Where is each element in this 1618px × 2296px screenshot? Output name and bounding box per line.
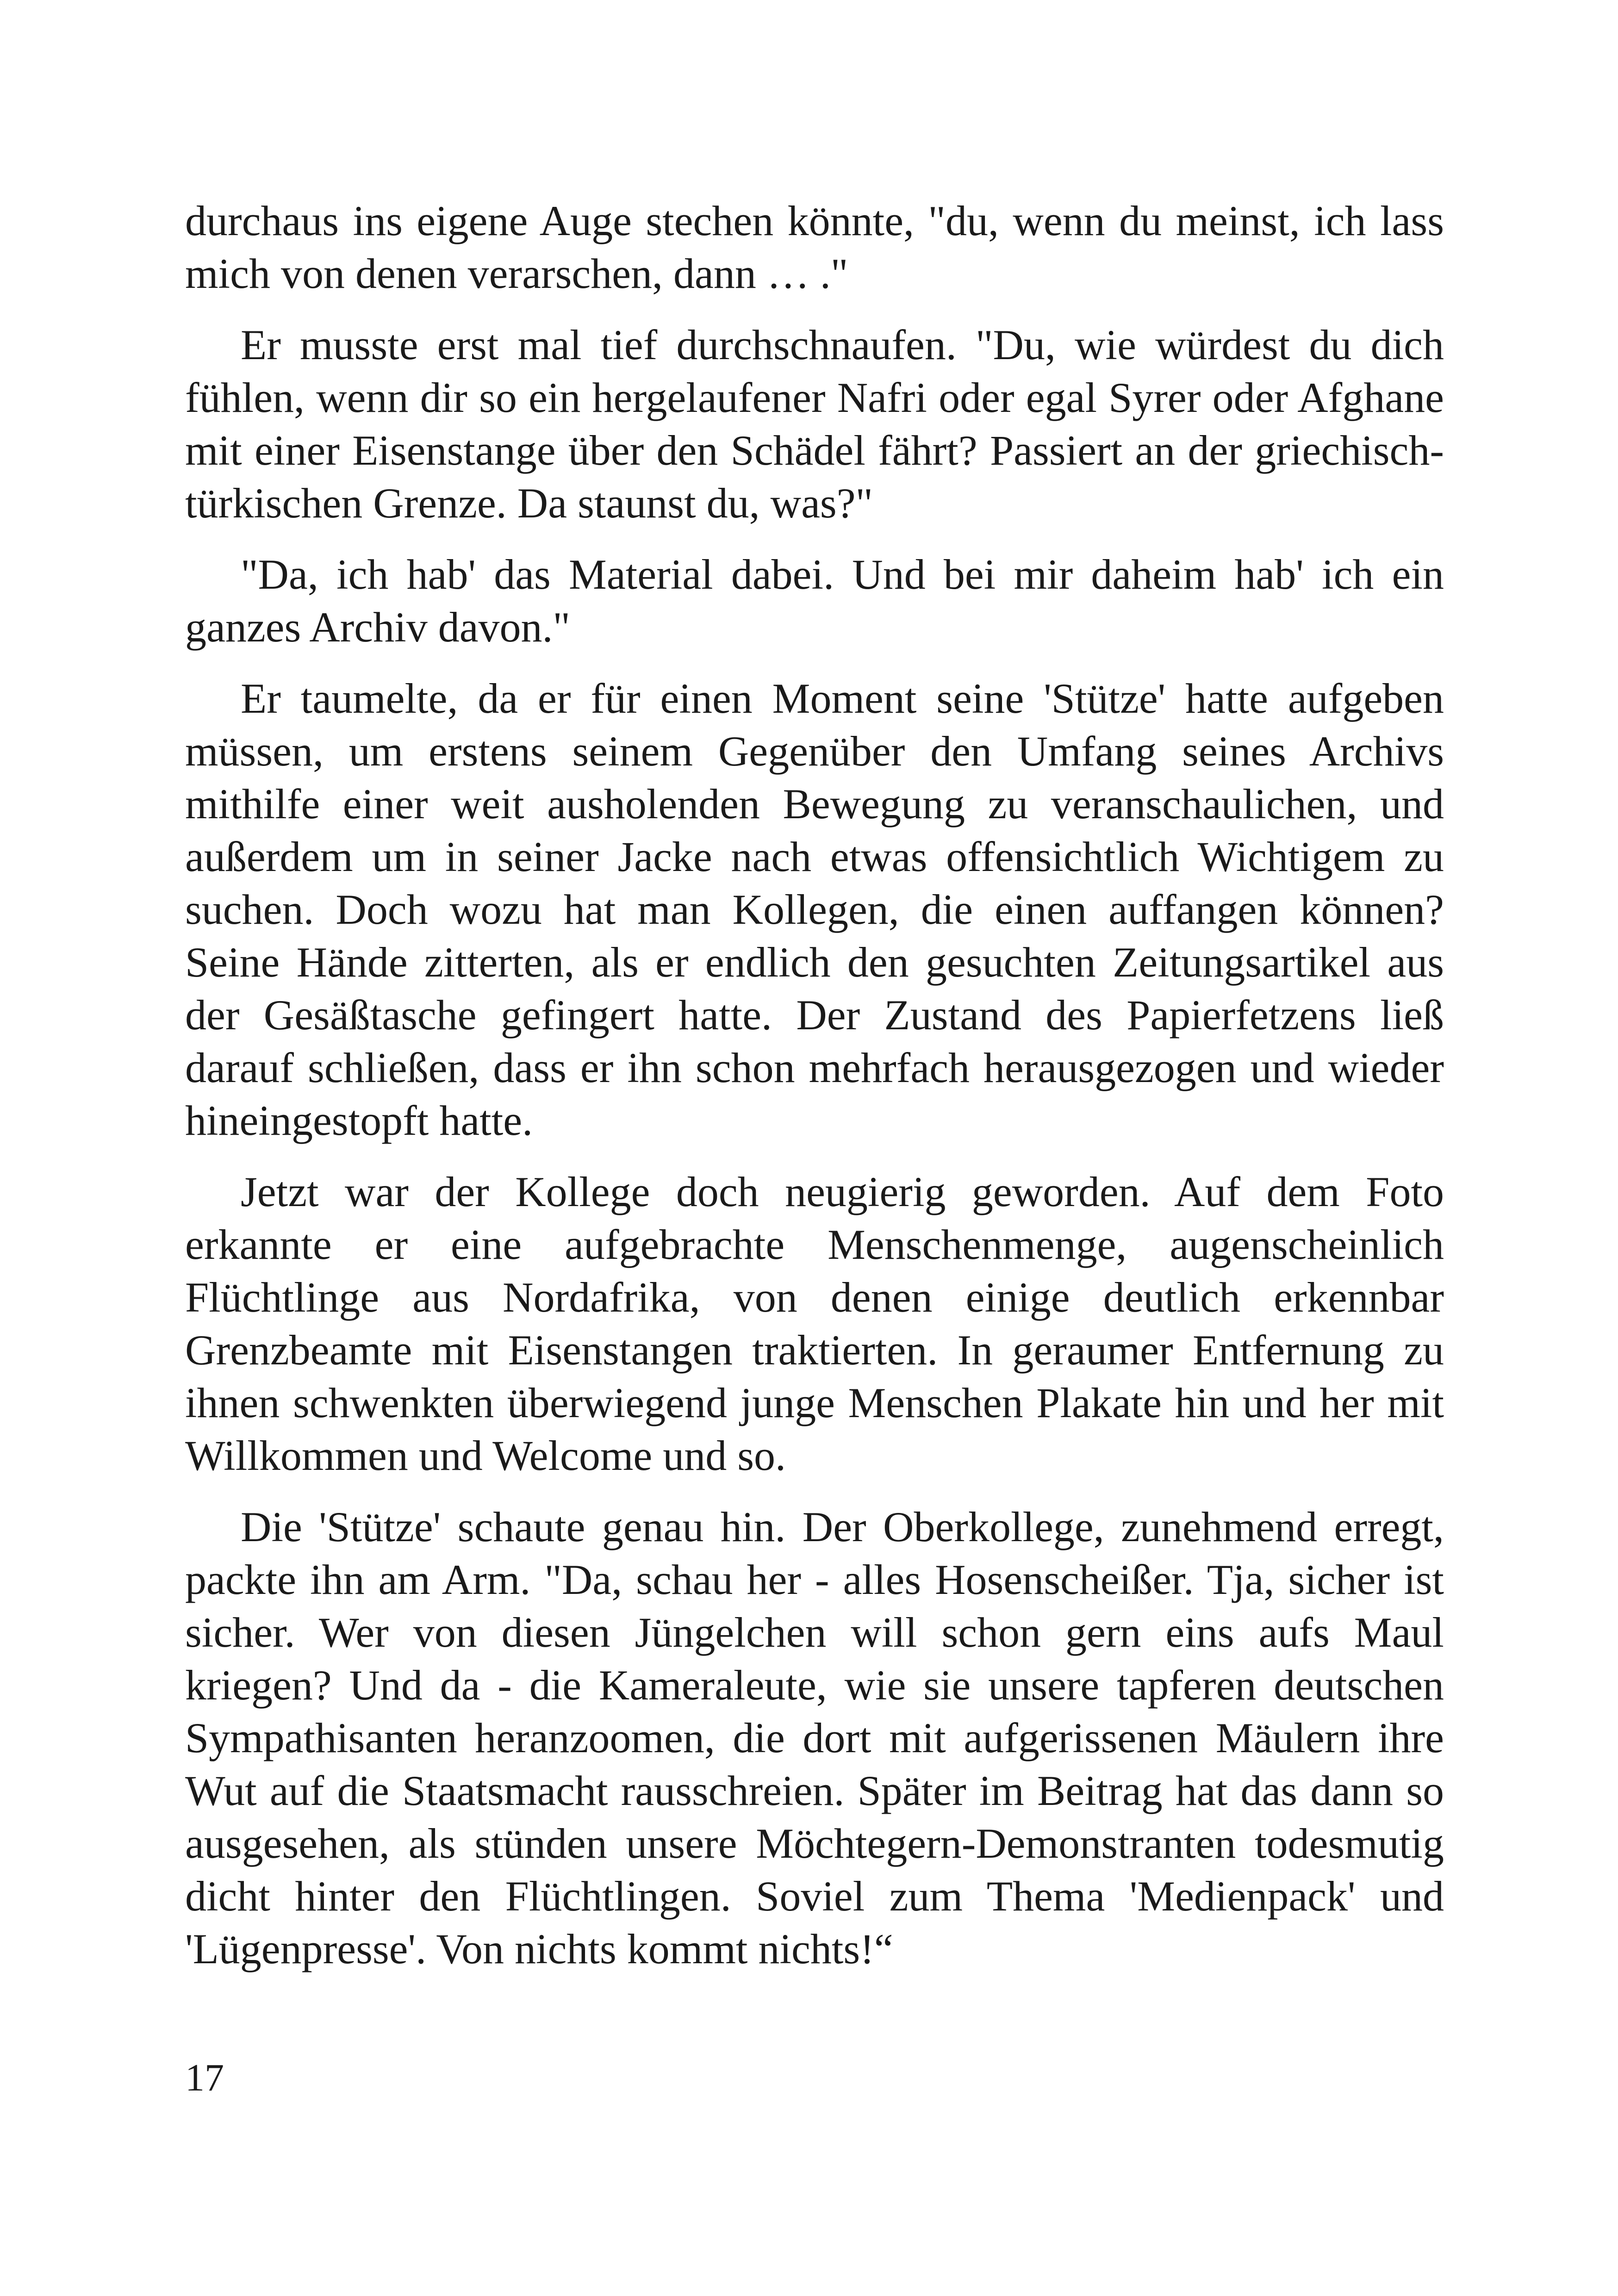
- paragraph-4: Er taumelte, da er für einen Moment seine 'Stütze' hatte aufgeben müssen, um erstens seinem Gegenüber den Umfang seines Archivs mithilfe einer weit ausholenden Bewegung zu veranschaulichen, und außerdem um in seiner Jacke nach etwas offensichtlich Wichtigem zu suchen. Doch wozu hat man Kollegen, die einen auffangen können? Seine Hände zitterten, als er endlich den gesuchten Zeitungsartikel aus der Gesäßtasche gefingert hatte. Der Zustand des Papierfetzens ließ darauf schließen, dass er ihn schon mehrfach herausgezogen und wieder hineingestopft hatte.: [185, 675, 1444, 1144]
- body-text: [185, 194, 1444, 1994]
- paragraph-3: "Da, ich hab' das Material dabei. Und bei mir daheim hab' ich ein ganzes Archiv davon.": [185, 551, 1444, 651]
- paragraph-1: durchaus ins eigene Auge stechen könnte, "du, wenn du meinst, ich lass mich von denen verarschen, dann … .": [185, 197, 1444, 297]
- page-number: 17: [185, 2056, 224, 2099]
- paragraph-6: Die 'Stütze' schaute genau hin. Der Oberkollege, zunehmend erregt, packte ihn am Arm. "Da, schau her - alles Hosenscheißer. Tja, sicher ist sicher. Wer von diesen Jüngelchen will schon gern eins aufs Maul kriegen? Und da - die Kameraleute, wie sie unsere tapferen deutschen Sympathisanten heranzoomen, die dort mit aufgerissenen Mäulern ihre Wut auf die Staatsmacht rausschreien. Später im Beitrag hat das dann so ausgesehen, als stünden unsere Möchtegern-Demonstranten todesmutig dicht hinter den Flüchtlingen. Soviel zum Thema 'Medienpack' und 'Lügenpresse'. Von nichts kommt nichts!“: [185, 1503, 1444, 1972]
- paragraph-2: Er musste erst mal tief durchschnaufen. "Du, wie würdest du dich fühlen, wenn dir so ein hergelaufener Nafri oder egal Syrer oder Afghane mit einer Eisenstange über den Schädel fährt? Passiert an der griechisch-türkischen Grenze. Da staunst du, was?": [185, 321, 1444, 527]
- paragraph-5: Jetzt war der Kollege doch neugierig geworden. Auf dem Foto erkannte er eine aufgebrachte Menschenmenge, augenscheinlich Flüchtlinge aus Nordafrika, von denen einige deutlich erkennbar Grenzbeamte mit Eisenstangen traktierten. In geraumer Entfernung zu ihnen schwenkten überwiegend junge Menschen Plakate hin und her mit Willkommen und Welcome und so.: [185, 1168, 1444, 1479]
